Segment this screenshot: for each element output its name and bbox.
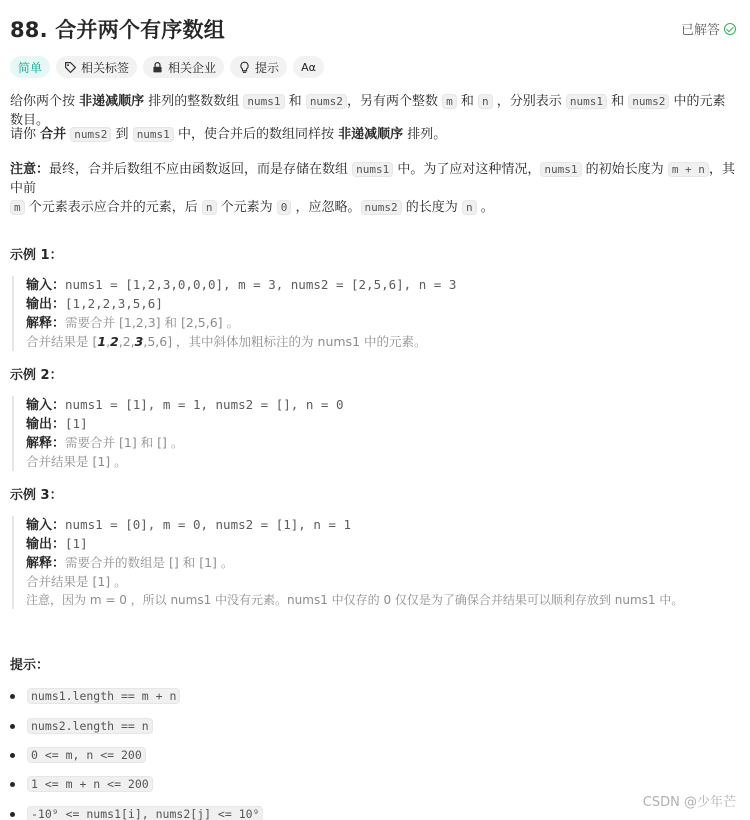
constraint-item [10, 806, 263, 820]
constraint-code: nums2.length == n [27, 718, 153, 734]
bold-text: 非递减顺序 [79, 94, 145, 109]
text: ，另有两个整数 [346, 94, 443, 109]
inline-code: nums2 [361, 200, 402, 215]
text: 中的元素数目。 [10, 94, 726, 128]
problem-tags [10, 56, 324, 78]
text: 个元素为 [216, 200, 277, 215]
difficulty-badge [10, 56, 50, 78]
inline-code: nums1 [352, 162, 393, 177]
inline-code: nums2 [628, 94, 669, 109]
inline-code: nums1 [566, 94, 607, 109]
text: 给你两个按 [10, 94, 80, 109]
inline-code: m [10, 200, 25, 215]
text: ,2, [118, 334, 135, 349]
solved-label: 已解答 [680, 23, 720, 38]
example-2-block [12, 396, 742, 471]
bold-text: 合并 [40, 127, 67, 142]
text: ,5,6] ，其中斜体加粗标注的为 nums1 中的元素。 [143, 334, 427, 349]
hints-label: 提示 [255, 60, 280, 75]
bullet-icon [10, 782, 15, 787]
bullet-icon [10, 812, 15, 817]
text: , [106, 334, 111, 349]
explain-value: 需要合并 [1,2,3] 和 [2,5,6] 。 [65, 315, 240, 330]
input-label: 输入： [26, 518, 66, 533]
inline-code: m + n [668, 162, 709, 177]
input-value: nums1 = [0], m = 0, nums2 = [1], n = 1 [65, 517, 351, 532]
inline-code: n [202, 200, 217, 215]
bold-text: 注意： [10, 162, 50, 177]
text: 中。为了应对这种情况， [393, 162, 541, 177]
text: 个元素表示应合并的元素，后 [24, 200, 202, 215]
solved-status[interactable] [681, 19, 736, 38]
constraint-item [10, 776, 153, 792]
example-1-title: 示例 1： [10, 248, 63, 263]
constraint-item [10, 688, 180, 704]
example-3-block [12, 516, 742, 609]
bold-italic: 1 [97, 334, 107, 349]
text: 到 [111, 127, 133, 142]
font-icon: Aα [301, 60, 316, 74]
text: 合并结果是 [ [26, 334, 98, 349]
text: ，应忽略。 [291, 200, 361, 215]
example-3-title: 示例 3： [10, 488, 63, 503]
text: 和 [456, 94, 478, 109]
output-value: [1,2,2,3,5,6] [65, 296, 163, 311]
inline-code: n [478, 94, 493, 109]
lock-icon [151, 61, 164, 74]
text: 排列的整数数组 [144, 94, 244, 109]
text: 最终，合并后数组不应由函数返回，而是存储在数组 [49, 162, 353, 177]
output-value: [1] [65, 536, 88, 551]
explain-value: 需要合并 [1] 和 [] 。 [65, 435, 184, 450]
inline-code: nums1 [540, 162, 581, 177]
text: ，分别表示 [492, 94, 566, 109]
input-value: nums1 = [1,2,3,0,0,0], m = 3, nums2 = [2,5,6], n = 3 [65, 277, 457, 292]
inline-code: nums2 [70, 127, 111, 142]
constraint-code: -10⁹ <= nums1[i], nums2[j] <= 10⁹ [27, 806, 263, 820]
explain-label: 解释： [26, 316, 66, 331]
explain-note-2: 注意，因为 m = 0 ，所以 nums1 中没有元素。nums1 中仅存的 0 仅仅是为了确保合并结果可以顺利存放到 nums1 中。 [26, 593, 684, 607]
bullet-icon [10, 753, 15, 758]
tag-icon [64, 61, 77, 74]
font-button[interactable] [293, 56, 324, 78]
bold-text: 非递减顺序 [338, 127, 404, 142]
constraint-code: 1 <= m + n <= 200 [27, 776, 153, 792]
inline-code: 0 [277, 200, 292, 215]
input-value: nums1 = [1], m = 1, nums2 = [], n = 0 [65, 397, 344, 412]
text: ，其中前 [10, 162, 735, 196]
constraint-item [10, 718, 153, 734]
check-circle-icon [724, 23, 736, 35]
explain-value: 需要合并的数组是 [] 和 [1] 。 [65, 555, 234, 570]
related-companies-button[interactable] [143, 56, 224, 78]
inline-code: m [442, 94, 457, 109]
lightbulb-icon [238, 61, 251, 74]
text: 的长度为 [401, 200, 462, 215]
hints-button[interactable] [230, 56, 287, 78]
input-label: 输入： [26, 278, 66, 293]
constraint-code: 0 <= m, n <= 200 [27, 747, 146, 763]
difficulty-label: 简单 [18, 60, 43, 75]
text: 中，使合并后的数组同样按 [173, 127, 339, 142]
related-tags-button[interactable] [56, 56, 137, 78]
bold-italic: 2 [110, 334, 119, 349]
explain-label: 解释： [26, 556, 66, 571]
constraint-item [10, 747, 146, 763]
output-label: 输出： [26, 297, 66, 312]
bullet-icon [10, 694, 15, 699]
text: 的初始长度为 [581, 162, 668, 177]
related-tags-label: 相关标签 [81, 60, 130, 75]
bullet-icon [10, 724, 15, 729]
example-1-block [12, 276, 742, 351]
output-label: 输出： [26, 417, 66, 432]
inline-code: nums1 [243, 94, 284, 109]
explain-note: 合并结果是 [1] 。 [26, 454, 127, 469]
input-label: 输入： [26, 398, 66, 413]
output-value: [1] [65, 416, 88, 431]
text: 。 [476, 200, 494, 215]
bold-italic: 3 [134, 334, 144, 349]
description-paragraph-2 [10, 125, 738, 144]
page-title: 88. 合并两个有序数组 [10, 18, 225, 42]
related-companies-label: 相关企业 [168, 60, 217, 75]
constraints-title: 提示： [10, 658, 50, 673]
problem-header [10, 14, 736, 44]
text: 和 [606, 94, 629, 109]
explain-note: 合并结果是 [1] 。 [26, 574, 127, 589]
output-label: 输出： [26, 537, 66, 552]
explain-label: 解释： [26, 436, 66, 451]
constraint-code: nums1.length == m + n [27, 688, 180, 704]
example-2-title: 示例 2： [10, 368, 63, 383]
inline-code: nums2 [306, 94, 347, 109]
text: 请你 [10, 127, 41, 142]
inline-code: n [462, 200, 477, 215]
watermark: CSDN @少年芒 [642, 795, 736, 810]
explain-note [26, 333, 742, 351]
description-paragraph-3 [10, 160, 738, 217]
text: 和 [284, 94, 306, 109]
inline-code: nums1 [133, 127, 174, 142]
text: 排列。 [403, 127, 447, 142]
